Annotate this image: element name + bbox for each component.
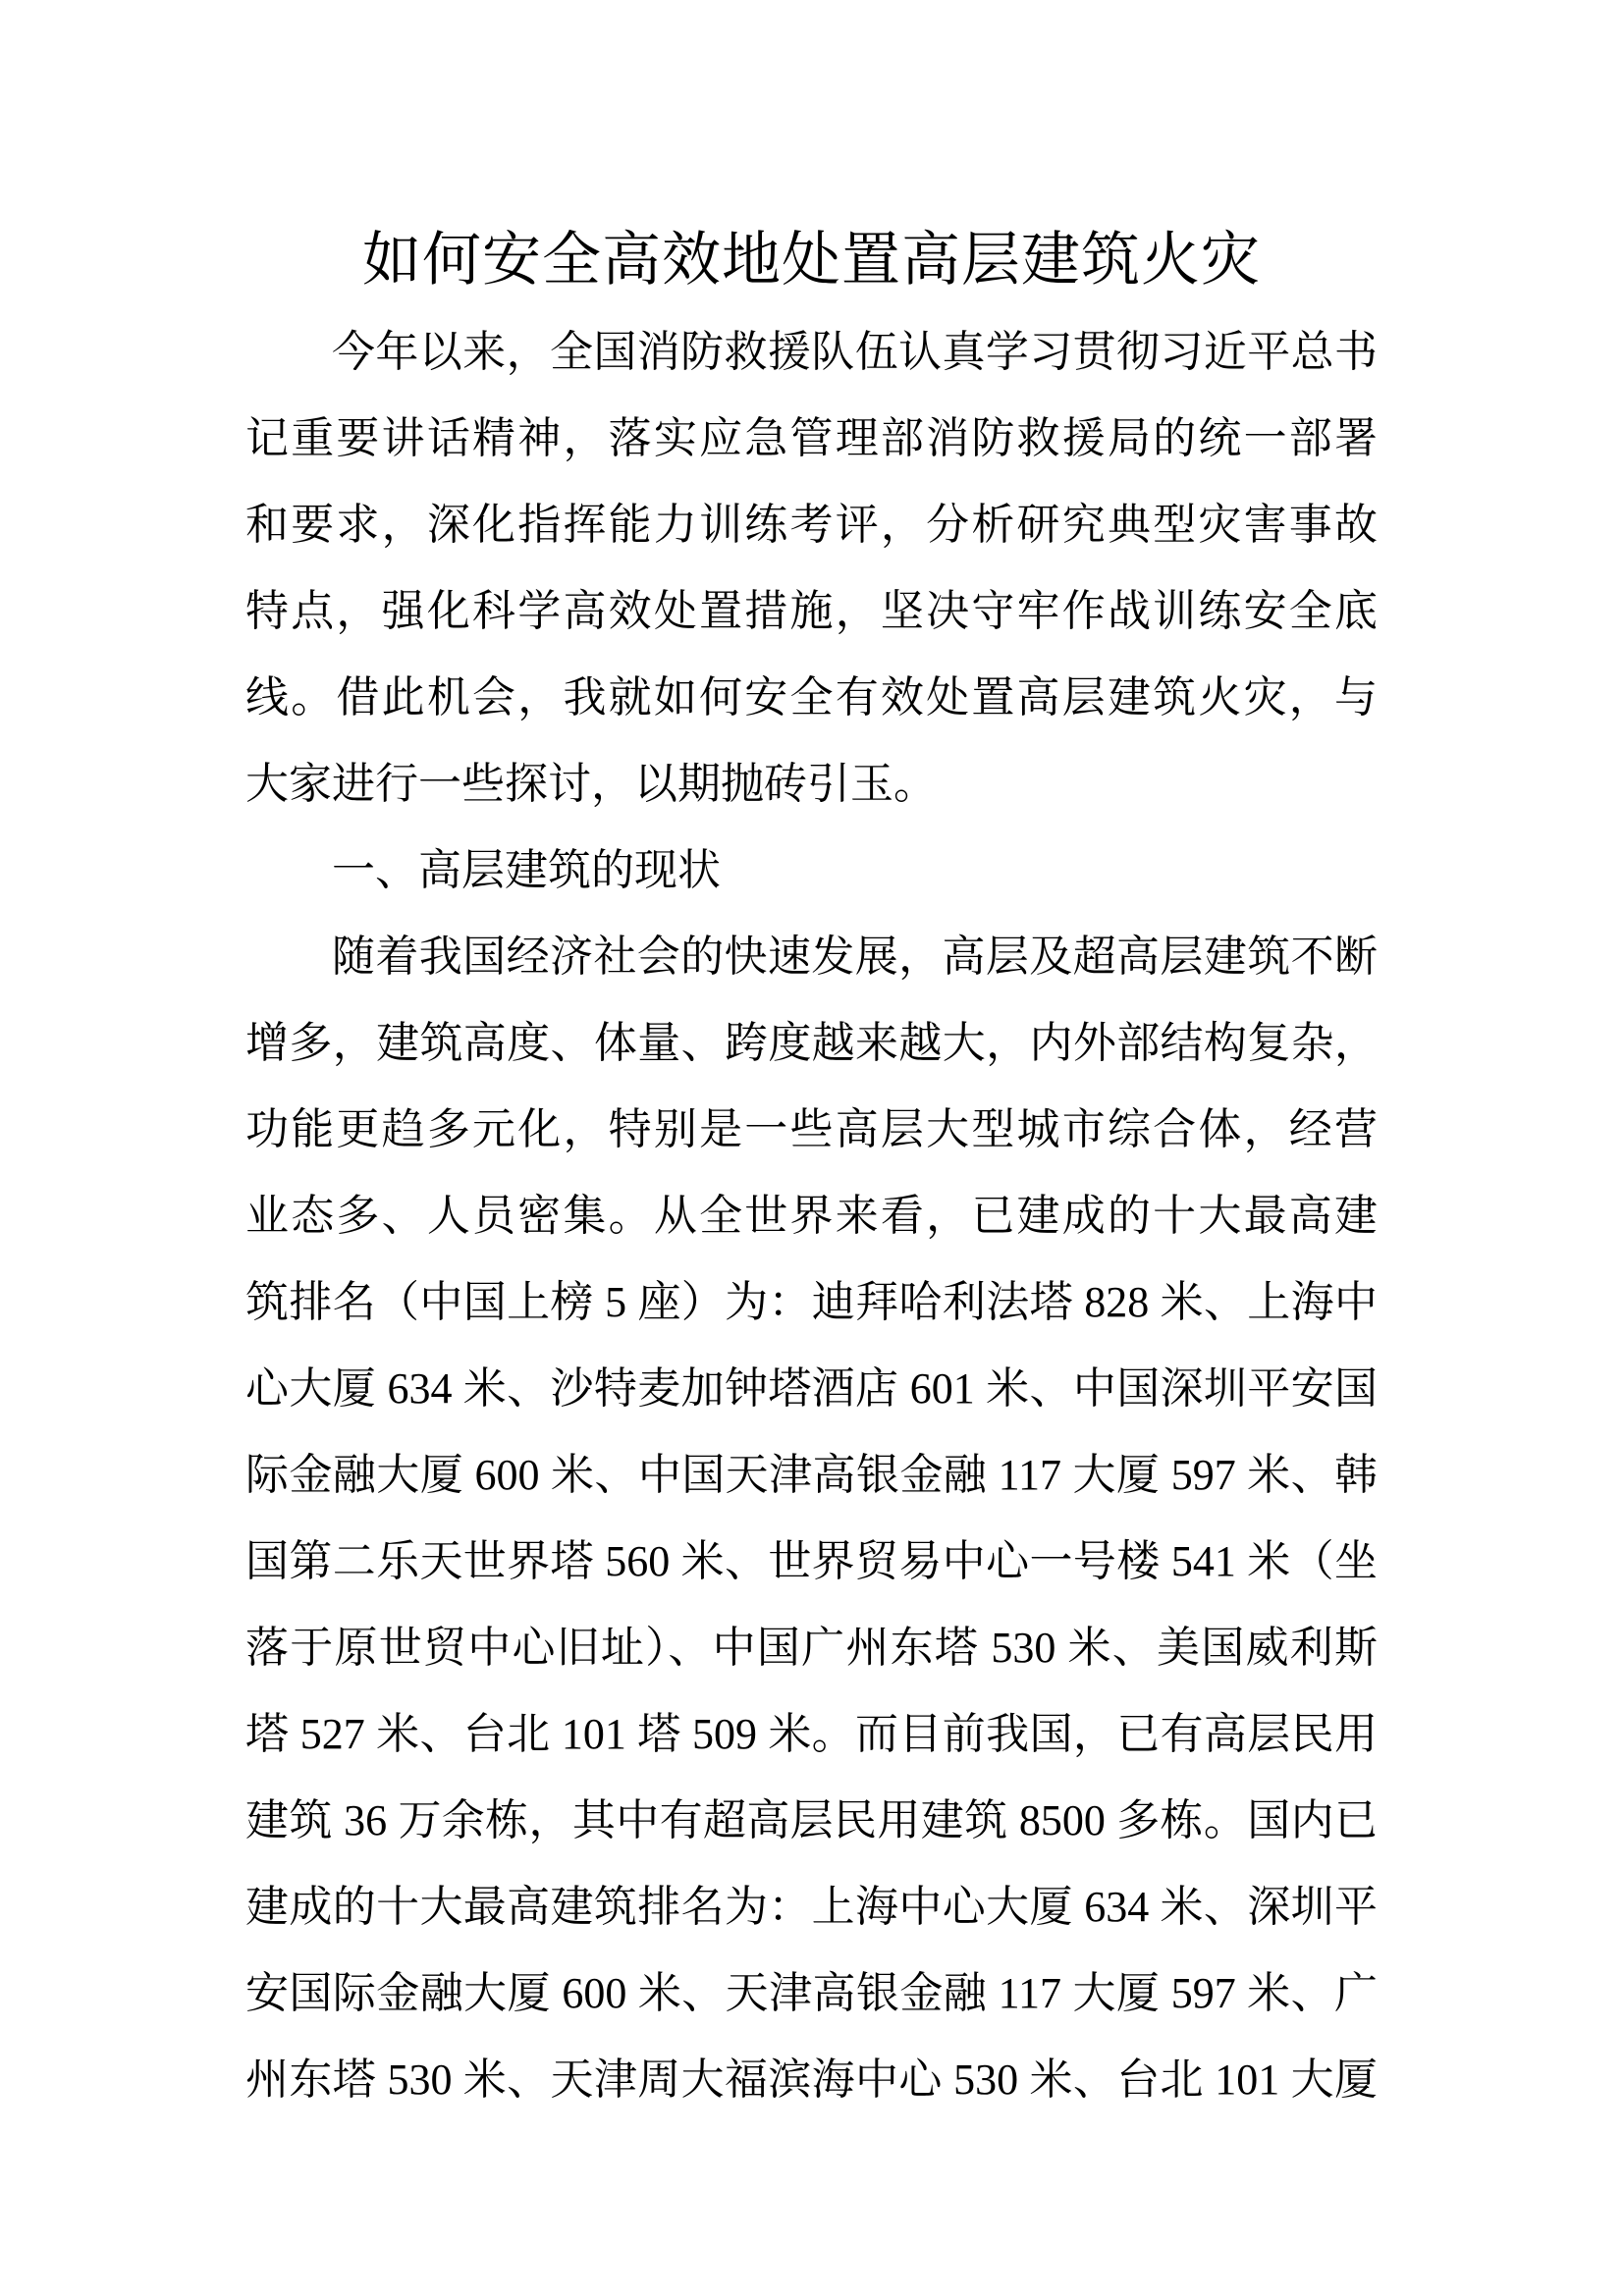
text-line: 线。借此机会，我就如何安全有效处置高层建筑火灾，与 — [245, 673, 1378, 721]
text-line: 和要求，深化指挥能力训练考评，分析研究典型灾害事故 — [245, 501, 1378, 549]
text-line: 际金融大厦 600 米、中国天津高银金融 117 大厦 597 米、韩 — [245, 1451, 1378, 1499]
text-line: 心大厦 634 米、沙特麦加钟塔酒店 601 米、中国深圳平安国 — [245, 1364, 1378, 1413]
text-line: 筑排名（中国上榜 5 座）为：迪拜哈利法塔 828 米、上海中 — [245, 1278, 1378, 1326]
text-line: 建筑 36 万余栋，其中有超高层民用建筑 8500 多栋。国内已 — [245, 1796, 1378, 1844]
text-line: 大家进行一些探讨，以期抛砖引玉。 — [245, 760, 937, 808]
text-line: 国第二乐天世界塔 560 米、世界贸易中心一号楼 541 米（坐 — [245, 1537, 1378, 1585]
text-line: 塔 527 米、台北 101 塔 509 米。而目前我国，已有高层民用 — [245, 1710, 1378, 1758]
document-content — [245, 211, 1378, 2123]
section-heading: 一、高层建筑的现状 — [332, 846, 721, 894]
document-title: 如何安全高效地处置高层建筑火灾 — [362, 228, 1261, 293]
text-line: 建成的十大最高建筑排名为：上海中心大厦 634 米、深圳平 — [245, 1883, 1378, 1931]
text-line: 增多，建筑高度、体量、跨度越来越大，内外部结构复杂， — [245, 1019, 1378, 1067]
text-line: 今年以来，全国消防救援队伍认真学习贯彻习近平总书 — [332, 328, 1378, 376]
text-line: 功能更趋多元化，特别是一些高层大型城市综合体，经营 — [245, 1105, 1378, 1153]
text-line: 落于原世贸中心旧址）、中国广州东塔 530 米、美国威利斯 — [245, 1624, 1378, 1672]
text-line: 特点，强化科学高效处置措施，坚决守牢作战训练安全底 — [245, 587, 1378, 635]
text-line: 州东塔 530 米、天津周大福滨海中心 530 米、台北 101 大厦 — [245, 2056, 1378, 2104]
text-line: 随着我国经济社会的快速发展，高层及超高层建筑不断 — [332, 933, 1378, 981]
text-line: 记重要讲话精神，落实应急管理部消防救援局的统一部署 — [245, 414, 1378, 462]
text-line: 业态多、人员密集。从全世界来看，已建成的十大最高建 — [245, 1192, 1378, 1240]
text-line: 安国际金融大厦 600 米、天津高银金融 117 大厦 597 米、广 — [245, 1969, 1378, 2017]
